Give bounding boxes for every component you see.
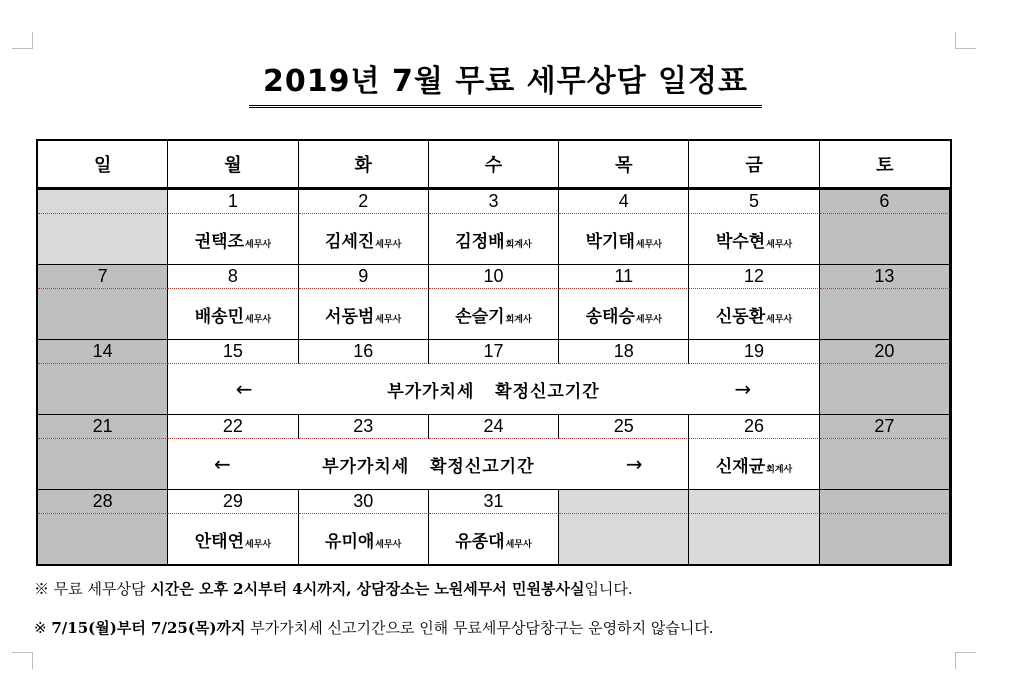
schedule-cell [820, 289, 950, 340]
advisor-role: 세무사 [245, 314, 272, 325]
date-cell: 12 [689, 265, 819, 289]
schedule-cell [168, 289, 298, 340]
date-cell [820, 490, 950, 514]
schedule-cell [299, 214, 429, 265]
note-emphasis: 시간은 오후 2시부터 4시까지, 상담장소는 노원세무서 민원봉사실 [150, 580, 585, 598]
crop-mark-bottom-left [12, 652, 33, 669]
schedule-cell [820, 214, 950, 265]
date-cell [689, 490, 819, 514]
date-cell: 29 [168, 490, 298, 514]
schedule-cell [299, 289, 429, 340]
date-cell: 24 [429, 415, 559, 439]
advisor-role: 회계사 [766, 464, 793, 475]
advisor-name: 안태연 [194, 531, 245, 552]
date-cell: 18 [559, 340, 689, 364]
date-cell: 16 [299, 340, 429, 364]
advisor-name: 김정배 [455, 231, 505, 252]
schedule-cell [38, 289, 168, 340]
week-3 [38, 340, 950, 415]
weekday-header [38, 141, 950, 190]
week-2 [38, 265, 950, 340]
advisor-role: 세무사 [766, 239, 793, 250]
date-cell: 17 [429, 340, 559, 364]
date-cell: 13 [820, 265, 950, 289]
calendar-table [36, 139, 952, 566]
advisor-name: 손슬기 [455, 306, 505, 327]
schedule-cell [429, 514, 559, 564]
reference-mark-icon: ※ [34, 619, 47, 637]
date-cell: 20 [820, 340, 950, 364]
crop-mark-top-right [955, 32, 976, 49]
date-cell: 4 [559, 190, 689, 214]
reference-mark-icon: ※ [34, 580, 50, 598]
advisor-name: 송태승 [585, 306, 635, 327]
advisor-role: 세무사 [635, 239, 662, 250]
weekday-sun: 일 [38, 141, 168, 189]
filing-period-label: 부가가치세 확정신고기간 [387, 381, 600, 402]
note-text: 무료 세무상담 [49, 580, 151, 598]
date-cell: 6 [820, 190, 950, 214]
advisor-name: 박기태 [585, 231, 635, 252]
schedule-cell [820, 439, 950, 490]
date-cell: 23 [299, 415, 429, 439]
date-cell: 2 [299, 190, 429, 214]
page-title: 2019년 7월 무료 세무상담 일정표 [249, 56, 762, 108]
weekday-wed: 수 [429, 141, 559, 189]
date-cell: 1 [168, 190, 298, 214]
date-cell: 28 [38, 490, 168, 514]
advisor-role: 세무사 [245, 539, 272, 550]
note-text: 부가가치세 신고기간으로 인해 무료세무상담창구는 운영하지 않습니다. [245, 619, 714, 637]
schedule-cell [38, 214, 168, 265]
advisor-role: 세무사 [375, 239, 402, 250]
schedule-cell [820, 514, 950, 564]
date-cell: 7 [38, 265, 168, 289]
filing-period-banner [168, 439, 689, 490]
advisor-name: 유미애 [325, 531, 375, 552]
date-cell: 21 [38, 415, 168, 439]
date-cell: 14 [38, 340, 168, 364]
title-wrap [0, 56, 1011, 108]
schedule-cell [38, 364, 168, 415]
date-cell: 26 [689, 415, 819, 439]
schedule-cell [429, 289, 559, 340]
date-cell: 5 [689, 190, 819, 214]
schedule-cell [559, 289, 689, 340]
weekday-tue: 화 [299, 141, 429, 189]
advisor-name: 권택조 [194, 231, 245, 252]
week-4 [38, 415, 950, 490]
date-cell: 9 [299, 265, 429, 289]
week-5 [38, 490, 950, 564]
note-text: 입니다. [584, 580, 633, 598]
advisor-role: 세무사 [375, 314, 402, 325]
advisor-name: 유종대 [455, 531, 505, 552]
schedule-cell [168, 214, 298, 265]
schedule-cell [689, 514, 819, 564]
note-consultation-hours [34, 578, 633, 599]
date-cell: 3 [429, 190, 559, 214]
advisor-name: 신재균 [715, 456, 766, 477]
date-cell: 25 [559, 415, 689, 439]
schedule-cell [429, 214, 559, 265]
schedule-cell [168, 514, 298, 564]
weekday-mon: 월 [168, 141, 298, 189]
weekday-sat: 토 [820, 141, 950, 189]
date-cell: 8 [168, 265, 298, 289]
schedule-cell [559, 214, 689, 265]
left-arrow-icon: ← [213, 452, 231, 476]
advisor-name: 김세진 [325, 231, 375, 252]
advisor-role: 세무사 [635, 314, 662, 325]
crop-mark-bottom-right [955, 652, 976, 669]
schedule-cell [820, 364, 950, 415]
date-cell: 10 [429, 265, 559, 289]
schedule-cell [299, 514, 429, 564]
crop-mark-top-left [12, 32, 33, 49]
week-1 [38, 190, 950, 265]
schedule-cell [559, 514, 689, 564]
date-cell [559, 490, 689, 514]
advisor-role: 회계사 [505, 239, 532, 250]
left-arrow-icon: ← [235, 377, 253, 401]
note-filing-period [34, 617, 714, 638]
advisor-role: 회계사 [505, 314, 532, 325]
schedule-cell [38, 439, 168, 490]
date-cell: 15 [168, 340, 298, 364]
date-cell: 11 [559, 265, 689, 289]
date-cell: 30 [299, 490, 429, 514]
weekday-thu: 목 [559, 141, 689, 189]
advisor-name: 신동환 [715, 306, 766, 327]
schedule-cell [689, 289, 819, 340]
note-emphasis: 7/15(월)부터 7/25(목)까지 [51, 619, 246, 637]
date-cell: 22 [168, 415, 298, 439]
right-arrow-icon: → [625, 452, 643, 476]
advisor-name: 박수현 [715, 231, 766, 252]
filing-period-label: 부가가치세 확정신고기간 [322, 456, 535, 477]
date-cell: 19 [689, 340, 819, 364]
advisor-role: 세무사 [505, 539, 532, 550]
date-cell: 27 [820, 415, 950, 439]
weekday-fri: 금 [689, 141, 819, 189]
filing-period-banner [168, 364, 819, 415]
schedule-cell [689, 214, 819, 265]
date-cell: 31 [429, 490, 559, 514]
advisor-name: 서동범 [325, 306, 375, 327]
schedule-cell [38, 514, 168, 564]
schedule-cell [689, 439, 819, 490]
advisor-role: 세무사 [766, 314, 793, 325]
advisor-role: 세무사 [245, 239, 272, 250]
advisor-role: 세무사 [375, 539, 402, 550]
date-cell [38, 190, 168, 214]
right-arrow-icon: → [734, 377, 752, 401]
advisor-name: 배송민 [194, 306, 245, 327]
